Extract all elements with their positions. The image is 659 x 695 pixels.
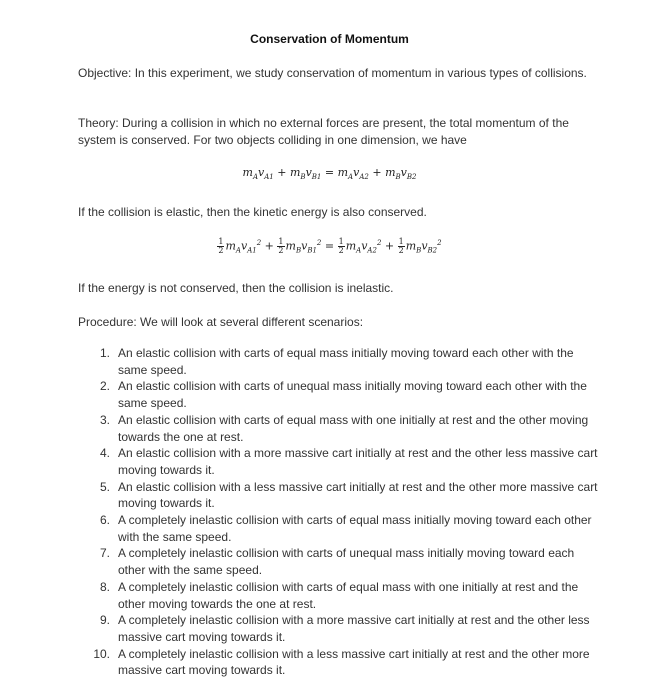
list-item-text: An elastic collision with carts of unequal mass initially moving toward each other with the same speed.: [118, 379, 587, 411]
list-item-text: A completely inelastic collision with carts of equal mass initially moving toward each other with the same speed.: [118, 513, 592, 544]
list-item-number: 2.: [99, 379, 110, 394]
list-item-text: An elastic collision with carts of equal mass with one initially at rest and the other moving towards the one at rest.: [118, 412, 589, 444]
list-item-number: 7.: [99, 546, 110, 561]
list-item-number: 5.: [99, 479, 110, 494]
list-item: [78, 445, 598, 478]
inelastic-paragraph: If the energy is not conserved, then the collision is inelastic.: [78, 281, 394, 295]
momentum-equation: [0, 166, 659, 182]
list-item: [78, 479, 598, 512]
half-fraction: $\frac{1}{2}$: [398, 237, 404, 255]
list-item: [78, 345, 598, 378]
page-title: Conservation of Momentum: [250, 32, 409, 46]
list-item-text: A completely inelastic collision with carts of unequal mass initially moving toward each other with the same speed.: [118, 546, 575, 578]
list-item: [78, 612, 598, 645]
list-item-number: 9.: [99, 613, 110, 628]
list-item-text: An elastic collision with a less massive cart initially at rest and the other more massive cart moving towards it.: [118, 479, 598, 511]
list-item-text: A completely inelastic collision with a less massive cart initially at rest and the other more massive cart moving towards it.: [118, 646, 590, 678]
half-fraction: $\frac{1}{2}$: [278, 237, 284, 255]
list-item: [78, 378, 598, 411]
theory-paragraph: Theory: During a collision in which no external forces are present, the total momentum of the system is conserved. For two objects colliding in one dimension, we have: [78, 116, 569, 147]
objective-paragraph: Objective: In this experiment, we study conservation of momentum in various types of collisions.: [78, 66, 587, 80]
list-item-text: A completely inelastic collision with carts of equal mass with one initially at rest and the other moving towards the one at rest.: [118, 579, 579, 611]
elastic-paragraph: If the collision is elastic, then the kinetic energy is also conserved.: [78, 205, 427, 219]
list-item-number: 10.: [93, 646, 110, 661]
list-item: [78, 579, 598, 612]
momentum-equation-text: $m_Av_{A1} + m_Bv_{B1} = m_Av_{A2} + m_Bv_{B2}$: [242, 166, 417, 182]
list-item-number: 8.: [99, 579, 110, 594]
list-item-text: An elastic collision with carts of equal mass initially moving toward each other with the same speed.: [118, 346, 574, 377]
list-item-number: 6.: [99, 513, 110, 528]
list-item-number: 4.: [99, 446, 110, 461]
half-fraction: $\frac{1}{2}$: [218, 237, 224, 255]
list-item: [78, 646, 598, 679]
list-item: [78, 512, 598, 545]
list-item-number: 3.: [99, 412, 110, 427]
list-item-text: An elastic collision with a more massive cart initially at rest and the other less massive cart moving towards it.: [118, 446, 598, 477]
procedure-paragraph: Procedure: We will look at several different scenarios:: [78, 315, 364, 329]
energy-equation: $\frac{1}{2}$ $m_Av_{A1}^2$ + $\frac{1}{2}$ $m_Bv_{B1}^2$ = $\frac{1}{2}$ $m_Av_{A2}^2$ + $\frac{1}{2}$ $m_Bv_{B2}^2$: [218, 237, 442, 255]
scenario-list: [78, 345, 598, 679]
list-item: [78, 545, 598, 578]
list-item-number: 1.: [99, 346, 110, 360]
list-item-text: A completely inelastic collision with a more massive cart initially at rest and the other less massive cart moving towards it.: [118, 613, 590, 644]
half-fraction: $\frac{1}{2}$: [338, 237, 344, 255]
list-item: [78, 412, 598, 445]
